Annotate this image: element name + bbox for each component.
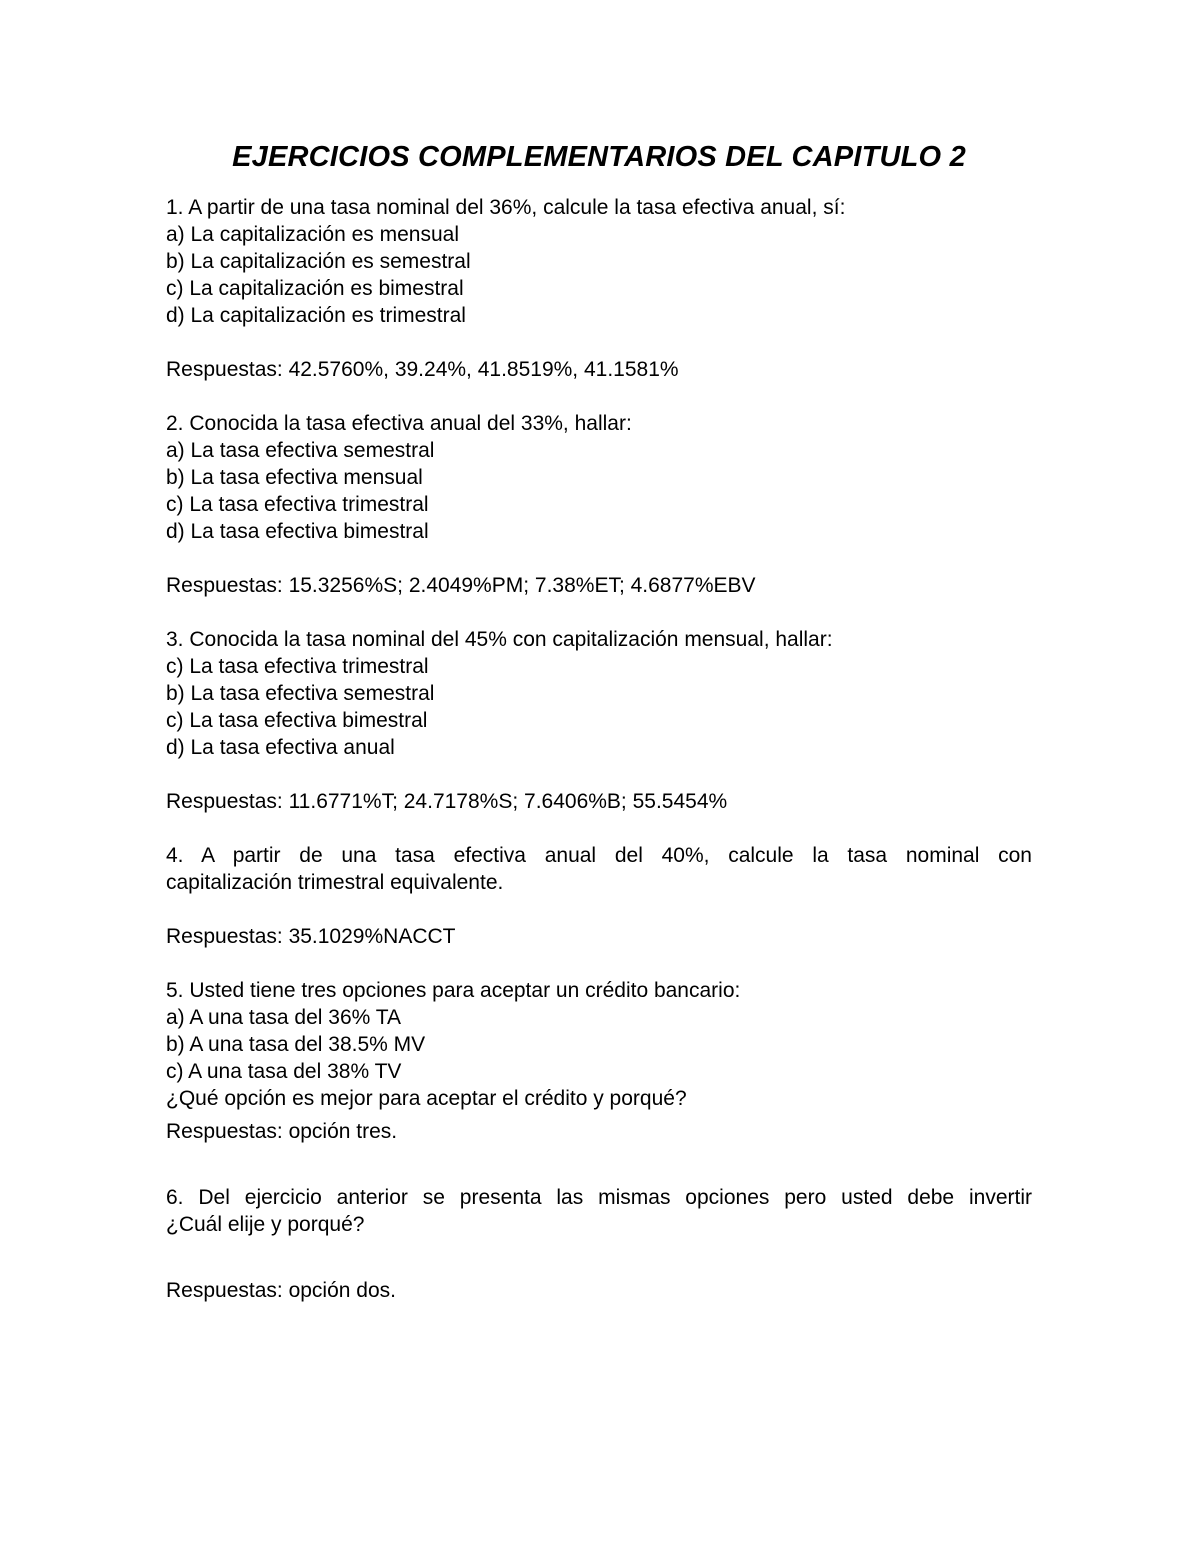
exercise-option: b) La tasa efectiva semestral (166, 682, 435, 705)
exercise-option: a) A una tasa del 36% TA (166, 1006, 402, 1029)
exercise-question: 5. Usted tiene tres opciones para aceptar un crédito bancario: (166, 979, 741, 1002)
exercise-4 (166, 842, 1032, 950)
page-title: EJERCICIOS COMPLEMENTARIOS DEL CAPITULO 2 (232, 141, 966, 173)
exercise-2 (166, 410, 1032, 599)
exercise-option: a) La capitalización es mensual (166, 223, 459, 246)
exercise-option: b) La capitalización es semestral (166, 250, 471, 273)
exercise-option: c) La tasa efectiva bimestral (166, 709, 428, 732)
exercise-option: d) La capitalización es trimestral (166, 304, 466, 327)
exercise-option: b) A una tasa del 38.5% MV (166, 1033, 426, 1056)
exercise-option: d) La tasa efectiva bimestral (166, 520, 429, 543)
exercise-1 (166, 194, 1032, 383)
exercise-question: 2. Conocida la tasa efectiva anual del 33%, hallar: (166, 412, 632, 435)
exercise-question: 6. Del ejercicio anterior se presenta las mismas opciones pero usted debe invertir (166, 1186, 1032, 1209)
exercise-question: 3. Conocida la tasa nominal del 45% con capitalización mensual, hallar: (166, 628, 833, 651)
exercise-5 (166, 977, 1032, 1145)
exercise-followup: ¿Qué opción es mejor para aceptar el crédito y porqué? (166, 1087, 687, 1110)
exercise-6 (166, 1184, 1032, 1304)
exercise-answer: Respuestas: opción dos. (166, 1279, 396, 1302)
document-page (166, 136, 1032, 1304)
document-body (166, 194, 1032, 1304)
exercise-question-continued: capitalización trimestral equivalente. (166, 871, 504, 894)
exercise-question: 1. A partir de una tasa nominal del 36%, calcule la tasa efectiva anual, sí: (166, 196, 846, 219)
exercise-answer: Respuestas: 35.1029%NACCT (166, 925, 456, 948)
exercise-question-continued: ¿Cuál elije y porqué? (166, 1213, 365, 1236)
exercise-option: d) La tasa efectiva anual (166, 736, 395, 759)
exercise-answer: Respuestas: 11.6771%T; 24.7178%S; 7.6406%B; 55.5454% (166, 790, 728, 813)
exercise-option: c) La capitalización es bimestral (166, 277, 464, 300)
exercise-answer: Respuestas: opción tres. (166, 1120, 398, 1143)
exercise-answer: Respuestas: 15.3256%S; 2.4049%PM; 7.38%ET; 4.6877%EBV (166, 574, 756, 597)
exercise-option: c) La tasa efectiva trimestral (166, 655, 429, 678)
exercise-option: b) La tasa efectiva mensual (166, 466, 423, 489)
exercise-answer: Respuestas: 42.5760%, 39.24%, 41.8519%, 41.1581% (166, 358, 679, 381)
exercise-question: 4. A partir de una tasa efectiva anual del 40%, calcule la tasa nominal con (166, 844, 1032, 867)
exercise-option: c) A una tasa del 38% TV (166, 1060, 402, 1083)
exercise-3 (166, 626, 1032, 815)
exercise-option: c) La tasa efectiva trimestral (166, 493, 429, 516)
exercise-option: a) La tasa efectiva semestral (166, 439, 435, 462)
